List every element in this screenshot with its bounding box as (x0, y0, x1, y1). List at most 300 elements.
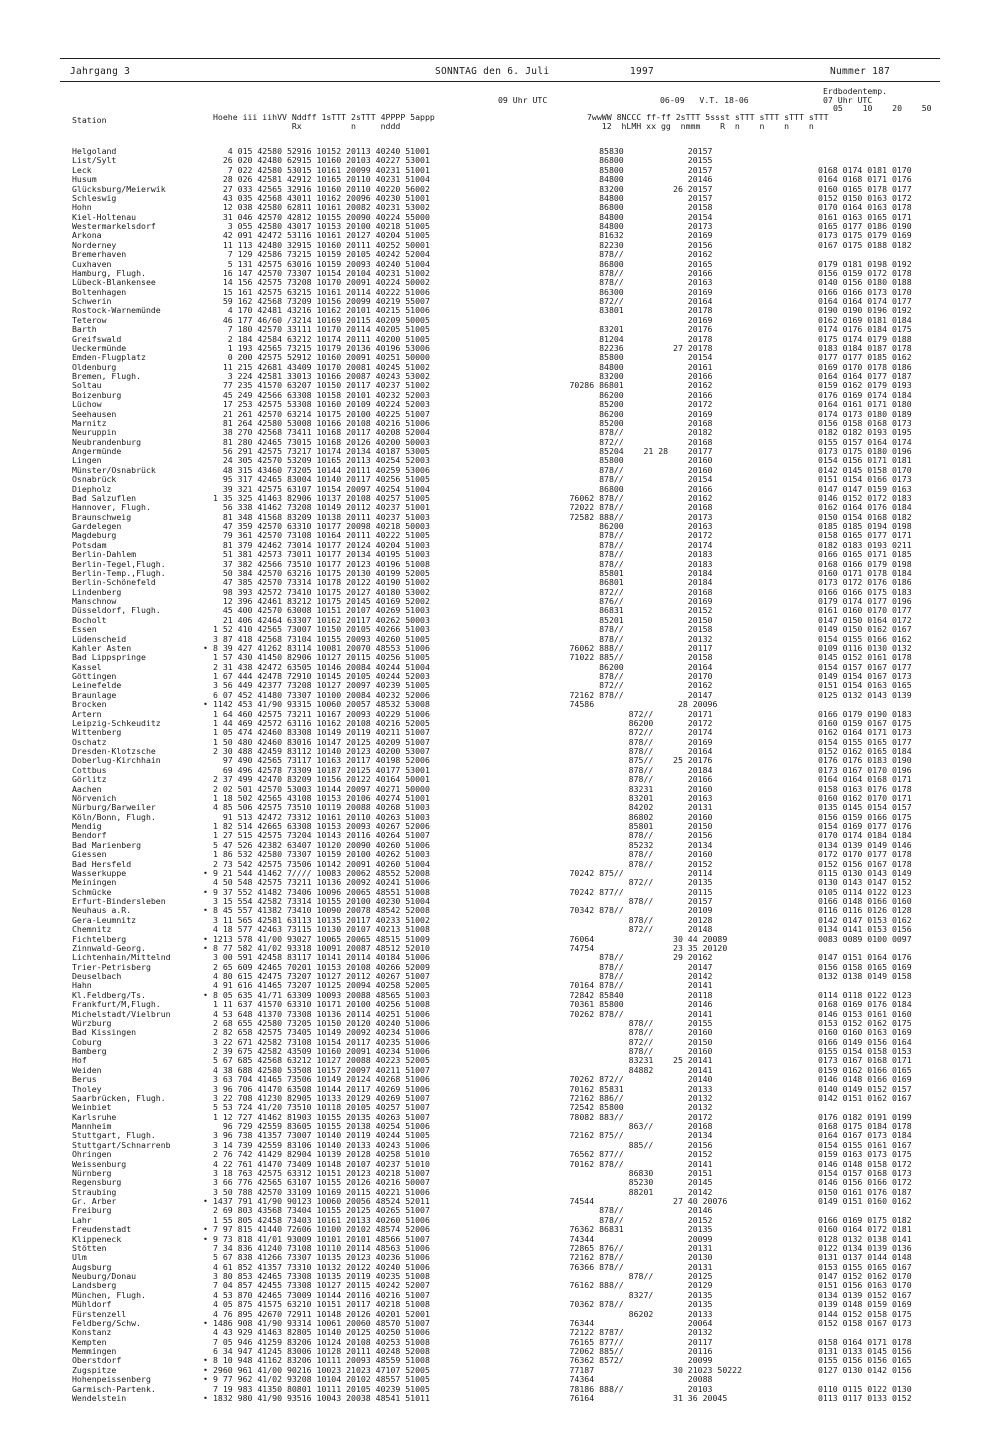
groups-row: 872// 20171 (535, 709, 713, 719)
station-name: Klippeneck (72, 1234, 122, 1244)
groups-row: 76344 20064 (535, 1318, 713, 1328)
mountain-marker: • (203, 1393, 208, 1403)
groups-row: 84800 20173 (535, 222, 713, 231)
mountain-marker (203, 485, 211, 494)
mountain-marker (203, 710, 211, 719)
station-name: Mendig (72, 822, 102, 831)
period-label: 06-09 V.T. 18-06 (660, 95, 749, 105)
mountain-marker (203, 606, 211, 615)
mountain-marker (203, 185, 211, 194)
soil-temp-row: 0162 0164 0176 0184 (818, 503, 912, 513)
station-name: Wittenberg (72, 728, 122, 738)
mountain-marker (203, 1244, 211, 1253)
station-name: Münster/Osnabrück (72, 465, 156, 475)
soil-temp-row: 0155 0154 0158 0153 (818, 1047, 912, 1056)
groups-row: 878// 20152 (535, 1215, 713, 1225)
groups-row: 83201 20163 (535, 793, 713, 803)
station-name: Boltenhagen (72, 287, 127, 297)
synop-row: 11 215 42681 43409 10170 20081 40245 51002 (213, 362, 430, 372)
mountain-marker (203, 663, 211, 672)
mountain-marker (203, 344, 211, 353)
station-name: Oschatz (72, 737, 107, 747)
station-name: Magdeburg (72, 531, 117, 541)
synop-row: 5 47 526 42382 63407 10120 20090 40260 51006 (213, 840, 430, 850)
synop-row: 2 37 499 42470 83209 10156 20122 40164 50001 (213, 775, 430, 785)
soil-temp-row: 0152 0158 0167 0173 (818, 1318, 912, 1328)
station-name: Gardelegen (72, 522, 122, 531)
soil-temp-row: 0130 0143 0147 0152 (818, 878, 912, 888)
mountain-marker (203, 1160, 211, 1169)
groups-row: 86200 20172 (535, 718, 713, 728)
synop-column-header: Hoehe iii iihVV Nddff 1sTTT 2sTTT 4PPPP 5appp (213, 112, 435, 122)
groups-row: 878// 20160 (535, 1028, 713, 1038)
mountain-marker (203, 841, 211, 850)
station-name: Nürnberg (72, 1168, 112, 1178)
soil-temp-row: 0162 0169 0181 0184 (818, 315, 912, 325)
groups-row: 85200 20172 (535, 400, 713, 410)
mountain-marker (203, 785, 211, 794)
synop-row: 48 315 43460 73205 10144 20111 40259 53006 (213, 465, 430, 475)
station-name: Bremerhaven (72, 250, 127, 260)
groups-row: 878// 20155 (535, 1018, 713, 1028)
groups-row: 72022 878// 20168 (535, 503, 713, 513)
station-name: Kempten (72, 1337, 107, 1347)
station-name: Neuburg/Donau (72, 1272, 137, 1281)
extra-groups-block (535, 147, 825, 1403)
station-name: Essen (72, 625, 97, 635)
mountain-marker (203, 503, 211, 512)
mountain-marker (203, 1178, 211, 1187)
station-name: Rostock-Warnemünde (72, 306, 161, 316)
groups-row: 72162 878// 20147 (535, 690, 713, 700)
synop-row: 4 170 42481 43216 10162 20101 40215 51006 (213, 306, 430, 316)
soil-temp-row: 0114 0118 0122 0123 (818, 990, 912, 1000)
mountain-marker (203, 550, 211, 559)
mountain-marker (203, 156, 211, 165)
synop-row: 15 161 42575 63215 10161 20114 40222 51006 (213, 287, 430, 297)
issue-number: Nummer 187 (830, 66, 891, 77)
soil-temp-depths: 05 10 20 50 (833, 103, 932, 113)
mountain-marker (203, 353, 211, 362)
synop-row: 31 046 42570 42812 10155 20090 40224 55000 (213, 212, 430, 222)
mountain-marker (203, 381, 211, 390)
soil-temp-row: 0168 0175 0184 0178 (818, 1122, 912, 1131)
groups-row: 878// 20160 (535, 850, 713, 860)
station-name: Osnabrück (72, 475, 117, 485)
groups-row: 76562 877// 20152 (535, 1150, 713, 1160)
mountain-marker: • (203, 643, 208, 653)
mountain-marker: • (203, 906, 208, 916)
observation-time: 09 Uhr UTC (498, 95, 548, 105)
station-name: Chemnitz (72, 925, 112, 935)
mountain-marker: • (203, 1375, 208, 1385)
mountain-marker (203, 1122, 211, 1131)
mountain-marker (203, 1066, 211, 1075)
groups-row: 878// 20128 (535, 915, 713, 925)
synop-row: 46 177 46/60 /3214 10169 20115 40209 50005 (213, 315, 430, 325)
station-name: Deuselbach (72, 972, 122, 981)
groups-row: 81632 20169 (535, 231, 713, 241)
synop-row: 11 113 42480 32915 10160 20111 40252 50001 (213, 240, 430, 250)
soil-temp-row: 0158 0163 0176 0178 (818, 784, 912, 794)
mountain-marker (203, 625, 211, 634)
soil-temp-row: 0173 0172 0176 0186 (818, 578, 912, 588)
groups-row: 878// 20183 (535, 559, 713, 569)
soil-temp-row: 0147 0152 0162 0170 (818, 1272, 912, 1281)
mountain-marker (203, 588, 211, 597)
soil-temp-row: 0159 0162 0166 0165 (818, 1065, 912, 1075)
mountain-marker (203, 1131, 211, 1140)
soil-temp-row: 0190 0190 0196 0192 (818, 306, 912, 316)
station-name: Weinbiet (72, 1103, 112, 1113)
soil-temp-row: 0144 0152 0158 0175 (818, 1309, 912, 1319)
groups-row: 72582 888// 20173 (535, 512, 713, 522)
groups-row: 885// 20156 (535, 1140, 713, 1150)
soil-temp-row: 0164 0167 0173 0184 (818, 1131, 912, 1141)
synop-row: 1832 980 41/90 93516 10043 20038 48541 51011 (213, 1393, 430, 1403)
mountain-marker (203, 1150, 211, 1159)
station-name: Giessen (72, 850, 107, 860)
groups-row: 86800 20165 (535, 259, 713, 269)
synop-row: 4 85 506 42575 73510 10119 20088 40268 51003 (213, 803, 430, 813)
synop-row: 14 156 42575 73208 10170 20091 40224 50002 (213, 278, 430, 288)
soil-temp-row: 0113 0117 0133 0152 (818, 1393, 912, 1403)
groups-row: 86200 20169 (535, 409, 713, 419)
soil-temp-row: 0140 0149 0152 0157 (818, 1084, 912, 1094)
station-name: Angermünde (72, 447, 122, 456)
synop-row: 77 235 41570 63207 10150 20117 40237 51002 (213, 381, 430, 391)
station-name: Lüchow (72, 400, 102, 410)
synop-row: 4 38 688 42580 53508 10157 20097 40211 51007 (213, 1065, 430, 1075)
groups-row: 78186 888// 20103 (535, 1384, 713, 1394)
synop-row: 7 05 946 41259 83206 10124 20108 40253 51008 (213, 1337, 430, 1347)
groups-row: 878// 20160 (535, 1047, 713, 1056)
groups-row: 74754 23 35 20120 (535, 943, 728, 953)
synop-row: 8 10 948 41162 83206 10111 20093 48559 51008 (213, 1356, 430, 1366)
groups-row: 83231 20160 (535, 784, 713, 794)
synop-row: 21 261 42570 63214 10175 20100 40225 51007 (213, 409, 430, 419)
groups-row: 70262 872// 20140 (535, 1075, 713, 1085)
soil-temp-row: 0158 0164 0171 0178 (818, 1337, 912, 1347)
mountain-marker (203, 691, 211, 700)
synop-row: 2 65 609 42465 70201 10153 20108 40266 52009 (213, 962, 430, 972)
mountain-marker (203, 616, 211, 625)
mountain-marker (203, 1038, 211, 1047)
station-name: Bremen, Flugh. (72, 372, 142, 381)
groups-row: 878// 20142 (535, 972, 713, 981)
mountain-marker (203, 794, 211, 803)
synop-row: 2 82 658 42575 73405 10149 20092 40234 51006 (213, 1028, 430, 1038)
soil-temp-time: 07 Uhr UTC (823, 95, 873, 105)
groups-row: 85830 20157 (535, 147, 713, 156)
groups-row: 83231 25 20141 (535, 1056, 713, 1066)
soil-temp-row: 0173 0167 0170 0196 (818, 765, 912, 775)
synop-row: 3 15 554 42582 73314 10155 20100 40230 51004 (213, 897, 430, 906)
station-name: Straubing (72, 1187, 117, 1197)
synop-row: 2 184 42584 63212 10174 20111 40200 51005 (213, 334, 430, 344)
soil-temp-row: 0142 0151 0162 0167 (818, 1093, 912, 1103)
station-name: Wendelstein (72, 1393, 127, 1403)
soil-temp-row (818, 1375, 988, 1384)
station-name: Artern (72, 709, 102, 719)
mountain-marker (203, 850, 211, 859)
synop-row: 1 18 502 42565 43108 10153 20106 40274 51001 (213, 793, 430, 803)
station-name: Saarbrücken, Flugh. (72, 1093, 166, 1103)
groups-row: 878// 29 20162 (535, 953, 713, 963)
mountain-marker (203, 335, 211, 344)
groups-row: 85232 20134 (535, 840, 713, 850)
groups-row: 86800 20166 (535, 484, 713, 494)
mountain-station-markers (203, 147, 211, 1403)
synop-row: 97 490 42565 73117 10163 20117 40198 52006 (213, 756, 430, 766)
station-name: Doberlug-Kirchhain (72, 756, 161, 766)
synop-row: 38 270 42568 73411 10168 20117 40208 52004 (213, 428, 430, 438)
soil-temp-row: 0153 0155 0165 0167 (818, 1262, 912, 1272)
synop-row: 3 96 706 41470 63508 10144 20117 40269 51006 (213, 1084, 430, 1094)
station-name: Hohn (72, 203, 92, 213)
soil-temp-row: 0182 0182 0193 0195 (818, 428, 912, 438)
mountain-marker (203, 231, 211, 240)
header-row (40, 60, 970, 82)
mountain-marker (203, 1056, 211, 1065)
groups-row: 76062 878// 20162 (535, 493, 713, 503)
mountain-marker (203, 1141, 211, 1150)
synop-row: 81 379 42462 73014 10177 20124 40204 51003 (213, 540, 430, 550)
station-name: Konstanz (72, 1328, 112, 1338)
soil-temp-row: 0164 0164 0177 0187 (818, 372, 912, 381)
groups-row: 878// 20183 (535, 550, 713, 560)
mountain-marker (203, 325, 211, 334)
mountain-marker (203, 1310, 211, 1319)
station-name: Bocholt (72, 615, 107, 625)
synop-row: 3 63 704 41465 73506 10149 20124 40268 51006 (213, 1075, 430, 1085)
soil-temp-row: 0131 0137 0144 0148 (818, 1253, 912, 1263)
groups-row: 878// 20166 (535, 775, 713, 785)
groups-row: 878// 20162 (535, 250, 713, 260)
soil-temp-row: 0164 0164 0168 0171 (818, 775, 912, 785)
station-name: Manschnow (72, 597, 117, 606)
soil-temp-row: 0166 0165 0171 0185 (818, 550, 912, 560)
soil-temp-row: 0161 0163 0165 0171 (818, 212, 912, 222)
station-name: Hohenpeissenberg (72, 1375, 151, 1385)
mountain-marker (203, 953, 211, 962)
mountain-marker (203, 766, 211, 775)
soil-temp-row: 0182 0183 0193 0211 (818, 540, 912, 550)
soil-temp-row: 0172 0170 0177 0178 (818, 850, 912, 860)
mountain-marker (203, 1253, 211, 1262)
groups-row: 872// 20162 (535, 681, 713, 691)
station-name: Bad Marienberg (72, 840, 142, 850)
synop-row: 5 67 838 41266 73307 10135 20123 40236 51006 (213, 1253, 430, 1263)
mountain-marker (203, 400, 211, 409)
soil-temp-row: 0185 0185 0194 0198 (818, 522, 912, 531)
mountain-marker (203, 681, 211, 690)
groups-row: 83200 20166 (535, 372, 713, 381)
mountain-marker (203, 306, 211, 315)
groups-row: 878// 20184 (535, 765, 713, 775)
synop-row: 47 385 42570 73314 10178 20122 40190 51002 (213, 578, 430, 588)
groups-row: 20169 (535, 315, 713, 325)
station-name: Bad Kissingen (72, 1028, 137, 1038)
mountain-marker: • (203, 1225, 208, 1235)
date-label: SONNTAG den 6. Juli (435, 66, 550, 77)
groups-row: 84800 20154 (535, 212, 713, 222)
synop-row: 1437 791 41/90 90123 10060 20056 48524 52011 (213, 1197, 430, 1206)
groups-row: 85800 20154 (535, 353, 713, 363)
synop-row: 91 513 42472 73312 10161 20110 40263 51003 (213, 812, 430, 822)
volume-label: Jahrgang 3 (70, 66, 131, 77)
station-name: Schwerin (72, 297, 112, 306)
station-name: Nörvenich (72, 793, 117, 803)
groups-row: 76366 878// 20131 (535, 1262, 713, 1272)
station-name: Trier-Petrisberg (72, 962, 151, 972)
mountain-marker (203, 203, 211, 212)
synop-row: 2 69 803 43568 73404 10155 20125 40265 51007 (213, 1206, 430, 1216)
groups-row: 872// 20168 (535, 587, 713, 597)
station-name: List/Sylt (72, 156, 117, 166)
groups-row: 878// 20146 (535, 1206, 713, 1216)
groups-row: 76164 31 36 20045 (535, 1393, 728, 1403)
soil-temp-row: 0146 0153 0161 0160 (818, 1009, 912, 1019)
soil-temp-row: 0116 0116 0126 0128 (818, 906, 912, 916)
mountain-marker (203, 1328, 211, 1337)
groups-row: 878// 20152 (535, 859, 713, 869)
synop-row: 1 86 532 42580 73307 10159 20100 40262 51003 (213, 850, 430, 860)
synop-row: 1213 578 41/00 93027 10065 20065 48515 51009 (213, 934, 430, 944)
soil-temp-row: 0150 0161 0176 0187 (818, 1187, 912, 1197)
synop-row: 4 76 895 42670 72911 10148 20126 40201 52001 (213, 1309, 430, 1319)
groups-row: 72162 886// 20132 (535, 1093, 713, 1103)
soil-temp-row: 0139 0148 0159 0169 (818, 1300, 912, 1310)
mountain-marker (203, 1188, 211, 1197)
mountain-marker (203, 1028, 211, 1037)
station-name: Seehausen (72, 409, 117, 419)
mountain-marker (203, 728, 211, 737)
synop-row: 1 12 727 41462 81903 10155 20135 40263 51007 (213, 1112, 430, 1122)
groups-row: 76165 877// 20117 (535, 1337, 713, 1347)
soil-temp-row (818, 250, 988, 259)
synop-row: 1 27 515 42575 73204 10143 20116 40264 51007 (213, 831, 430, 841)
groups-row: 85230 20145 (535, 1178, 713, 1188)
synop-row: 3 14 739 42559 83106 10140 20133 40243 51006 (213, 1140, 430, 1150)
synop-row: 4 50 548 42575 73211 10136 20092 40241 51006 (213, 878, 430, 888)
groups-row: 85801 20184 (535, 568, 713, 578)
mountain-marker (203, 1291, 211, 1300)
soil-temp-row: 0140 0156 0180 0188 (818, 278, 912, 288)
mountain-marker (203, 569, 211, 578)
soil-temp-row: 0134 0139 0152 0167 (818, 1290, 912, 1300)
soil-temp-row (818, 1328, 988, 1337)
soil-temp-row: 0175 0174 0179 0188 (818, 334, 912, 344)
mountain-marker (203, 831, 211, 840)
soil-temp-row: 0154 0155 0165 0177 (818, 737, 912, 747)
station-name: Nürburg/Barweiler (72, 803, 156, 813)
mountain-marker (203, 972, 211, 981)
soil-temp-row (818, 1206, 988, 1215)
station-name: Husum (72, 175, 97, 185)
synop-row: 21 406 42464 63307 10162 20117 40262 50003 (213, 615, 430, 625)
station-name: Wasserkuppe (72, 868, 127, 878)
synop-row: 5 131 42575 63016 10159 20093 40240 51004 (213, 259, 430, 269)
synop-row: 5 67 685 42568 63212 10127 20088 40223 52005 (213, 1056, 430, 1066)
synop-row: 16 147 42570 73307 10154 20104 40231 51002 (213, 268, 430, 278)
groups-row: 878// 20166 (535, 268, 713, 278)
synop-row: 28 026 42581 42912 10165 20110 40231 51004 (213, 175, 430, 185)
mountain-marker (203, 531, 211, 540)
soil-temp-row: 0154 0155 0166 0162 (818, 634, 912, 644)
soil-temp-row: 0160 0164 0172 0181 (818, 1225, 912, 1235)
synop-row: 1486 908 41/90 93314 10061 20060 48570 51007 (213, 1318, 430, 1328)
groups-row: 85200 20168 (535, 418, 713, 428)
soil-temp-row: 0179 0174 0177 0196 (818, 597, 912, 606)
synop-row: 27 033 42565 32916 10160 20110 40220 56002 (213, 184, 430, 194)
synop-row: 1142 453 41/90 93315 10060 20057 48532 53008 (213, 700, 430, 710)
station-name: Berlin-Tegel,Flugh. (72, 559, 166, 569)
soil-temp-row: 0156 0158 0168 0173 (818, 418, 912, 428)
synop-row: 1 67 444 42478 72910 10145 20105 40244 52003 (213, 672, 430, 681)
soil-temp-row: 0167 0175 0188 0182 (818, 240, 912, 250)
synop-row: 1 35 325 41463 82906 10137 20108 40257 51005 (213, 493, 430, 503)
soil-temp-row: 0170 0164 0163 0178 (818, 203, 912, 213)
synop-row: 8 39 427 41262 83114 10081 20070 48553 51006 (213, 643, 430, 653)
soil-temp-row: 0146 0156 0166 0172 (818, 1178, 912, 1188)
mountain-marker (203, 1103, 211, 1112)
mountain-marker (203, 981, 211, 990)
soil-temp-row: 0150 0154 0168 0182 (818, 512, 912, 522)
station-name: Coburg (72, 1037, 102, 1047)
synop-row: 1 52 410 42565 73007 10150 20105 40266 51003 (213, 625, 430, 635)
soil-temp-row: 0147 0150 0164 0172 (818, 615, 912, 625)
groups-row: 83801 20178 (535, 306, 713, 316)
mountain-marker (203, 719, 211, 728)
station-name: Leck (72, 165, 92, 175)
synop-row: 81 264 42580 53008 10166 20108 40216 51006 (213, 418, 430, 428)
mountain-marker (203, 1085, 211, 1094)
soil-temp-row: 0149 0150 0162 0167 (818, 625, 912, 635)
soil-temp-row: 0165 0177 0186 0190 (818, 222, 912, 231)
groups-row: 86200 20166 (535, 390, 713, 400)
groups-row: 74344 20099 (535, 1234, 713, 1244)
groups-row: 74364 20088 (535, 1375, 713, 1385)
synop-row: 96 729 42559 83605 10155 20138 40254 51006 (213, 1122, 430, 1131)
groups-row: 878// 20160 (535, 465, 713, 475)
groups-row: 70286 86801 20162 (535, 381, 713, 391)
groups-row: 84800 20146 (535, 175, 713, 185)
synop-row: 56 338 41462 73208 10149 20112 40237 51001 (213, 503, 430, 513)
station-name: Würzburg (72, 1018, 112, 1028)
groups-row: 872// 20174 (535, 728, 713, 738)
station-name: Berlin-Temp.,Flugh. (72, 568, 166, 578)
mountain-marker (203, 803, 211, 812)
soil-temp-row: 0152 0156 0167 0178 (818, 859, 912, 869)
synop-row: 50 384 42570 63216 10175 20130 40199 52005 (213, 568, 430, 578)
station-name: Stuttgart, Flugh. (72, 1131, 156, 1141)
groups-row: 84882 20141 (535, 1065, 713, 1075)
groups-row: 878// 20156 (535, 831, 713, 841)
synop-row: 8 05 635 41/71 63309 10093 20088 48565 51003 (213, 990, 430, 1000)
soil-temp-row: 0164 0164 0174 0177 (818, 297, 912, 306)
synop-row: 45 249 42566 63308 10158 20101 40232 52003 (213, 390, 430, 400)
station-name: Bad Hersfeld (72, 859, 132, 869)
soil-temp-row: 0115 0130 0143 0149 (818, 868, 912, 878)
groups-row: 76362 86831 20135 (535, 1225, 713, 1235)
synop-row: 43 035 42568 43011 10162 20096 40230 51001 (213, 193, 430, 203)
soil-temp-row: 0127 0130 0142 0156 (818, 1365, 912, 1375)
groups-row: 86831 20152 (535, 606, 713, 616)
synop-row: 1 64 460 42575 73211 10167 20093 40229 51006 (213, 709, 430, 719)
synop-row: 2 31 438 42472 63505 10146 20084 40244 51004 (213, 662, 430, 672)
groups-row: 78082 883// 20172 (535, 1112, 713, 1122)
